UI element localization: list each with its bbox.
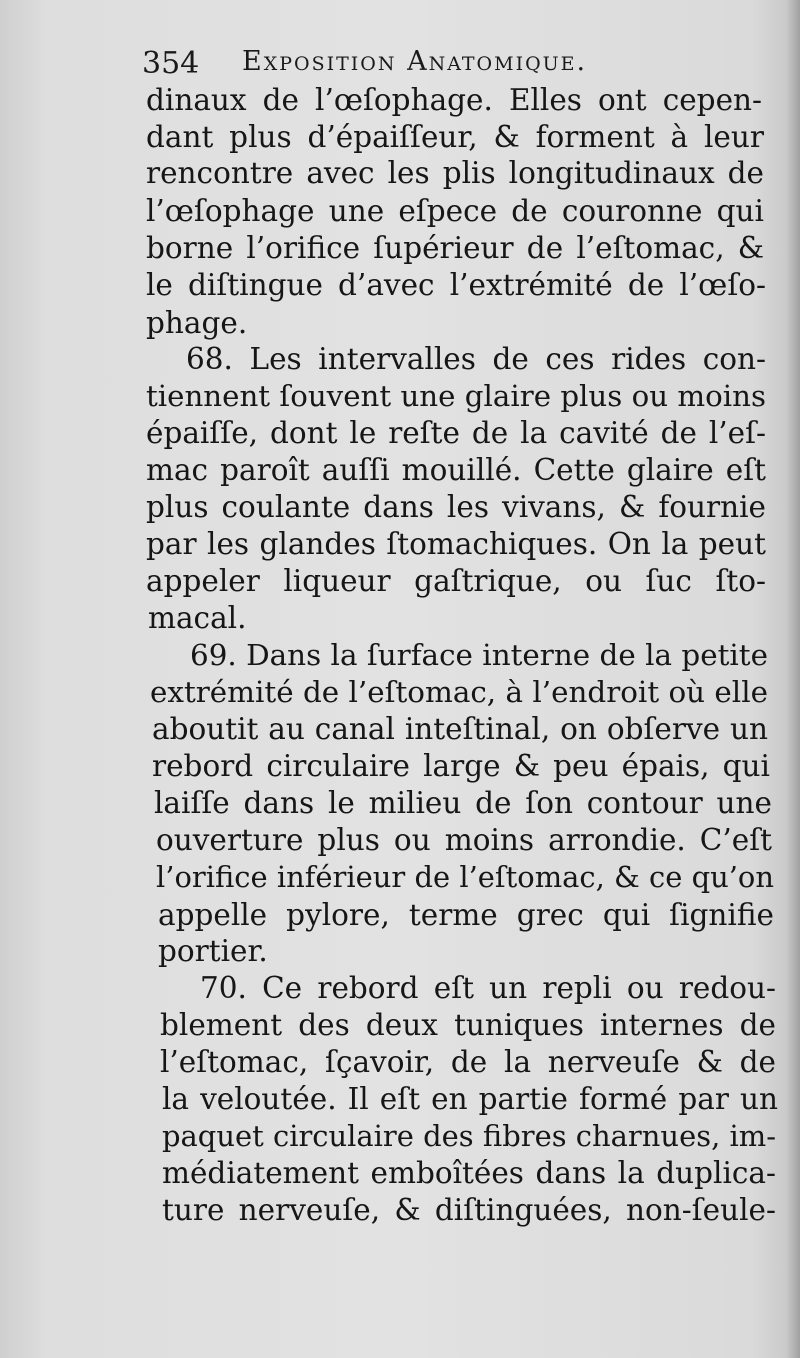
paragraph-70-start: 70. Ce rebord eſt un repli ou redou- [200, 971, 776, 1005]
text-line: l’eſtomac, ſçavoir, de la nerveuſe & de [160, 1045, 776, 1079]
text-line: plus coulante dans les vivans, & fournie [146, 490, 766, 524]
text-line: mac paroît auſſi mouillé. Cette glaire eſt [146, 453, 766, 487]
text-line: dant plus d’épaiſſeur, & forment à leur [146, 120, 764, 154]
text-line: tiennent ſouvent une glaire plus ou moins [146, 379, 766, 413]
text-line: laiſſe dans le milieu de ſon contour une [154, 786, 772, 820]
text-line: appeler liqueur gaſtrique, ou ſuc ſto- [146, 564, 766, 598]
text-line: appelle pylore, terme grec qui ſignifie [158, 898, 774, 932]
text-line: aboutit au canal inteſtinal, on obſerve un [152, 712, 768, 746]
page-number: 354 [142, 46, 200, 81]
running-title: Exposition Anatomique. [242, 46, 588, 77]
text-line: extrémité de l’eſtomac, à l’endroit où elle [150, 675, 768, 709]
text-line: phage. [146, 306, 248, 340]
text-line: ouverture plus ou moins arrondie. C’eſt [156, 823, 772, 857]
text-line: rebord circulaire large & peu épais, qui [152, 749, 770, 783]
paragraph-69-start: 69. Dans la ſurface interne de la petite [190, 638, 768, 672]
text-line: portier. [158, 934, 268, 968]
text-line: rencontre avec les plis longitudinaux de [146, 156, 764, 190]
text-line: blement des deux tuniques internes de [160, 1008, 776, 1042]
text-line: épaiſſe, dont le reſte de la cavité de l’eſ- [146, 416, 766, 450]
text-line: dinaux de l’œſophage. Elles ont cepen- [146, 83, 762, 117]
text-line: médiatement emboîtées dans la duplica- [162, 1156, 776, 1190]
text-line: par les glandes ſtomachiques. On la peut [146, 527, 766, 561]
text-line: borne l’orifice ſupérieur de l’eſtomac, & [146, 231, 764, 265]
paragraph-68-start: 68. Les intervalles de ces rides con- [186, 342, 766, 376]
text-line: l’orifice inférieur de l’eſtomac, & ce qu’on [156, 860, 774, 894]
text-line: ture nerveuſe, & diſtinguées, non-ſeule- [162, 1193, 776, 1227]
text-line: macal. [148, 601, 247, 635]
text-line: paquet circulaire des fibres charnues, im- [162, 1119, 776, 1153]
text-line: le diſtingue d’avec l’extrémité de l’œſo- [146, 268, 766, 302]
text-line: la veloutée. Il eſt en partie formé par un [162, 1082, 778, 1116]
text-line: l’œſophage une eſpece de couronne qui [146, 194, 764, 228]
